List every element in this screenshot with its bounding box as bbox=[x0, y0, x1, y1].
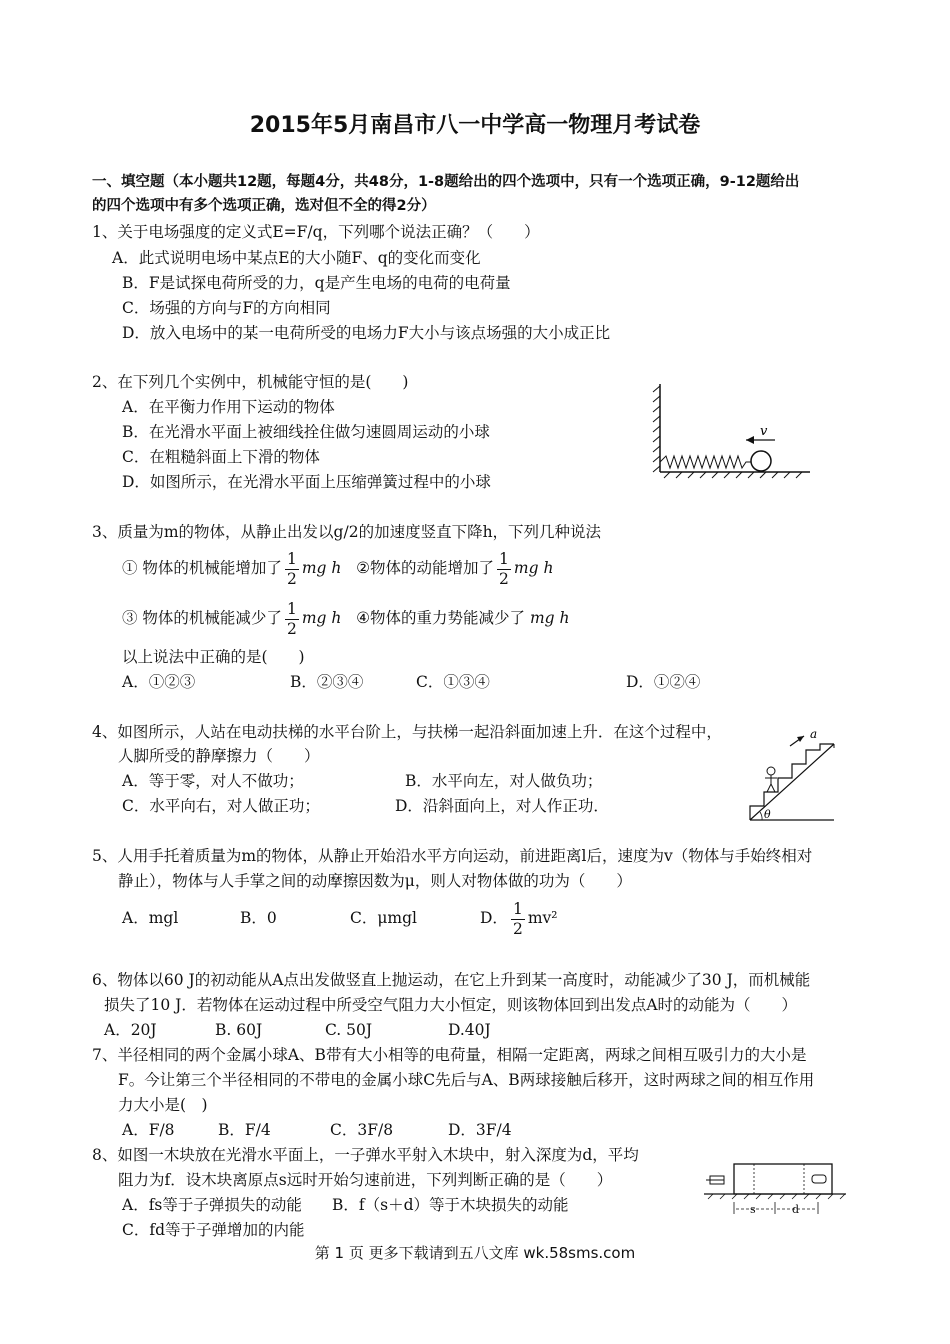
q1-stem: 1、关于电场强度的定义式E=F/q，下列哪个说法正确？（ ） bbox=[92, 223, 540, 241]
q6-stem-line1: 6、物体以60 J的初动能从A点出发做竖直上抛运动，在它上升到某一高度时，动能减少了30 J，而机械能 bbox=[92, 971, 811, 989]
q4-option-a: A．等于零，对人不做功； bbox=[122, 772, 304, 790]
q5-option-a: A．mgl bbox=[122, 909, 179, 927]
q3-option-a: A．①②③ bbox=[122, 673, 196, 691]
page-footer: 第 1 页 更多下载请到五八文库 wk.58sms.com bbox=[314, 1244, 636, 1262]
fraction-half: $\frac{1}{2}$ bbox=[512, 899, 523, 938]
q4-stem-line2: 人脚所受的静摩擦力（ ） bbox=[118, 747, 320, 765]
q5-option-b: B．0 bbox=[240, 909, 277, 927]
q2-option-b: B．在光滑水平面上被细线拴住做匀速圆周运动的小球 bbox=[122, 423, 490, 441]
q7-option-d: D．3F/4 bbox=[448, 1121, 512, 1139]
q3-option-c: C．①③④ bbox=[416, 673, 490, 691]
depth-d-label: d bbox=[792, 1203, 800, 1216]
q5-stem-line1: 5、人用手托着质量为m的物体，从静止开始沿水平方向运动，前进距离l后，速度为v（物体与手始终相对 bbox=[92, 847, 813, 865]
q5-option-d: D． $\frac{1}{2}$ mv² bbox=[480, 899, 558, 938]
q5-option-c: C．μmgl bbox=[350, 909, 418, 927]
section-header-line1: 一、填空题（本小题共12题，每题4分，共48分，1-8题给出的四个选项中，只有一个选项正确，9-12题给出 bbox=[92, 174, 800, 190]
q7-option-c: C．3F/8 bbox=[330, 1121, 394, 1139]
q4-option-c: C．水平向右，对人做正功； bbox=[122, 797, 320, 815]
q6-option-c: C. 50J bbox=[325, 1021, 373, 1039]
q7-option-a: A．F/8 bbox=[122, 1121, 175, 1139]
q2-option-d: D．如图所示，在光滑水平面上压缩弹簧过程中的小球 bbox=[122, 473, 491, 491]
q3-statement-4: ④物体的重力势能减少了 bbox=[356, 609, 526, 627]
fraction-half: $\frac{1}{2}$ bbox=[286, 599, 297, 638]
q6-option-b: B. 60J bbox=[215, 1021, 263, 1039]
q7-stem-line3: 力大小是( ) bbox=[118, 1096, 208, 1114]
q1-option-a: A．此式说明电场中某点E的大小随F、q的变化而变化 bbox=[112, 249, 481, 267]
q8-stem-line1: 8、如图一木块放在光滑水平面上，一子弹水平射入木块中，射入深度为d，平均 bbox=[92, 1146, 639, 1164]
page-title: 2015年5月南昌市八一中学高一物理月考试卷 bbox=[249, 113, 701, 138]
q3-statement-2: ②物体的动能增加了 bbox=[356, 559, 495, 577]
fraction-half: $\frac{1}{2}$ bbox=[499, 549, 509, 588]
q6-stem-line2: 损失了10 J．若物体在运动过程中所受空气阻力大小恒定，则该物体回到出发点A时的动能为（ ） bbox=[104, 996, 798, 1014]
q1-option-d: D．放入电场中的某一电荷所受的电场力F大小与该点场强的大小成正比 bbox=[122, 324, 611, 342]
q7-stem-line1: 7、半径相同的两个金属小球A、B带有大小相等的电荷量，相隔一定距离，两球之间相互吸引力的大小是 bbox=[92, 1046, 807, 1064]
q4-option-d: D．沿斜面向上，对人作正功． bbox=[395, 797, 609, 815]
q3-statement-row2: ③ 物体的机械能减少了 $\frac{1}{2}$ mg h ④物体的重力势能减少了 mg h bbox=[122, 599, 570, 638]
q2-stem: 2、在下列几个实例中，机械能守恒的是( ) bbox=[92, 373, 409, 391]
q3-statement-1: ① 物体的机械能增加了 bbox=[122, 559, 282, 577]
escalator-figure bbox=[742, 726, 842, 826]
bullet-block-figure bbox=[700, 1158, 850, 1220]
q3-statement-row1: ① 物体的机械能增加了 $\frac{1}{2}$ mg h ②物体的动能增加了 $\frac{1}{2}$ mg h bbox=[122, 549, 554, 588]
q3-stem: 3、质量为m的物体，从静止出发以g/2的加速度竖直下降h，下列几种说法 bbox=[92, 523, 602, 541]
q7-stem-line2: F。今让第三个半径相同的不带电的金属小球C先后与A、B两球接触后移开，这时两球之间的相互作用 bbox=[118, 1071, 815, 1089]
q8-option-a: A．fs等于子弹损失的动能 bbox=[122, 1196, 302, 1214]
q8-stem-line2: 阻力为f．设木块离原点s远时开始匀速前进，下列判断正确的是（ ） bbox=[118, 1171, 613, 1189]
q6-option-a: A．20J bbox=[104, 1021, 157, 1039]
q2-option-c: C．在粗糙斜面上下滑的物体 bbox=[122, 448, 320, 466]
q6-option-d: D.40J bbox=[448, 1021, 491, 1039]
q1-option-c: C．场强的方向与F的方向相同 bbox=[122, 299, 331, 317]
q5-stem-line2: 静止），物体与人手掌之间的动摩擦因数为μ，则人对物体做的功为（ ） bbox=[118, 872, 632, 890]
section-header-line2: 的四个选项中有多个选项正确，选对但不全的得2分） bbox=[92, 198, 436, 214]
q4-stem-line1: 4、如图所示，人站在电动扶梯的水平台阶上，与扶梯一起沿斜面加速上升．在这个过程中， bbox=[92, 723, 722, 741]
q3-option-d: D．①②④ bbox=[626, 673, 701, 691]
q7-option-b: B．F/4 bbox=[218, 1121, 271, 1139]
q3-statement-3: ③ 物体的机械能减少了 bbox=[122, 609, 282, 627]
q1-option-b: B．F是试探电荷所受的力，q是产生电场的电荷的电荷量 bbox=[122, 274, 511, 292]
distance-s-label: s bbox=[750, 1203, 756, 1216]
velocity-label: v bbox=[760, 424, 768, 439]
q2-option-a: A．在平衡力作用下运动的物体 bbox=[122, 398, 335, 416]
spring-ball-figure bbox=[650, 380, 820, 485]
q3-ask: 以上说法中正确的是( ) bbox=[122, 648, 305, 666]
theta-label: θ bbox=[764, 808, 771, 821]
q4-option-b: B．水平向左，对人做负功； bbox=[405, 772, 603, 790]
q8-option-b: B．f（s＋d）等于木块损失的动能 bbox=[332, 1196, 569, 1214]
q8-option-c: C．fd等于子弹增加的内能 bbox=[122, 1221, 305, 1239]
q3-option-b: B．②③④ bbox=[290, 673, 364, 691]
fraction-half: $\frac{1}{2}$ bbox=[286, 549, 297, 588]
acceleration-label: a bbox=[810, 727, 818, 741]
